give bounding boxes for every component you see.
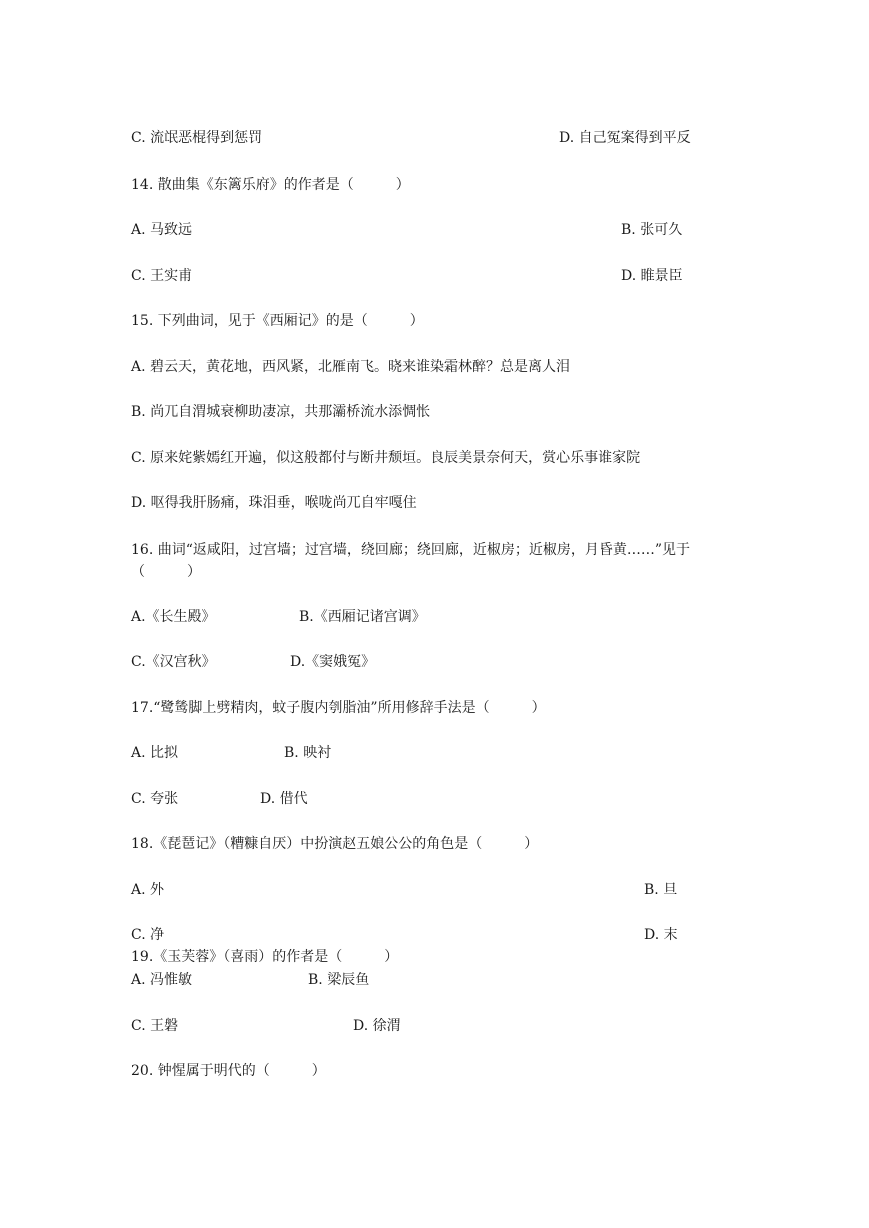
q18-option-d: D. 末 bbox=[644, 927, 678, 943]
q17-option-a: A. 比拟 bbox=[131, 745, 179, 761]
q19-option-d: D. 徐渭 bbox=[353, 1018, 401, 1034]
q17-option-d: D. 借代 bbox=[260, 791, 308, 807]
q14-option-a: A. 马致远 bbox=[131, 222, 193, 238]
q18-option-b: B. 旦 bbox=[644, 882, 678, 898]
q13-option-c: C. 流氓恶棍得到惩罚 bbox=[131, 130, 263, 146]
q17-stem: 17.“鹭鸶脚上劈精肉，蚊子腹内刳脂油”所用修辞手法是（ ） bbox=[131, 700, 546, 716]
q18-option-c: C. 净 bbox=[131, 927, 165, 943]
q14-option-c: C. 王实甫 bbox=[131, 268, 193, 284]
q16-stem: 16. 曲词“返咸阳，过宫墙；过宫墙，绕回廊；绕回廊，近椒房；近椒房，月昏黄……”见于（ ） bbox=[131, 542, 691, 580]
q16-option-d: D.《窦娥冤》 bbox=[290, 654, 376, 670]
q15-option-b: B. 尚兀自渭城衰柳助凄凉，共那灞桥流水添惆怅 bbox=[131, 404, 431, 420]
q18-stem: 18.《琵琶记》（糟糠自厌）中扮演赵五娘公公的角色是（ ） bbox=[131, 836, 539, 852]
q16-option-b: B.《西厢记诸宫调》 bbox=[299, 609, 426, 625]
q14-option-b: B. 张可久 bbox=[621, 222, 683, 238]
q19-option-c: C. 王磐 bbox=[131, 1018, 179, 1034]
q14-option-d: D. 睢景臣 bbox=[621, 268, 683, 284]
q16-option-c: C.《汉宫秋》 bbox=[131, 654, 216, 670]
q19-stem: 19.《玉芙蓉》（喜雨）的作者是（ ） bbox=[131, 949, 399, 965]
q14-stem: 14. 散曲集《东篱乐府》的作者是（ ） bbox=[131, 177, 410, 193]
q19-option-a: A. 冯惟敏 bbox=[131, 972, 193, 988]
q20-stem: 20. 钟惺属于明代的（ ） bbox=[131, 1063, 326, 1079]
q17-option-c: C. 夸张 bbox=[131, 791, 179, 807]
q15-option-d: D. 呕得我肝肠痛，珠泪垂，喉咙尚兀自牢嘎住 bbox=[131, 495, 417, 511]
q15-option-c: C. 原来姹紫嫣红开遍，似这般都付与断井颓垣。良辰美景奈何天，赏心乐事谁家院 bbox=[131, 450, 641, 466]
q17-option-b: B. 映衬 bbox=[284, 745, 332, 761]
q15-stem: 15. 下列曲词，见于《西厢记》的是（ ） bbox=[131, 313, 424, 329]
q15-option-a: A. 碧云天，黄花地，西风紧，北雁南飞。晓来谁染霜林醉？总是离人泪 bbox=[131, 359, 571, 375]
q18-option-a: A. 外 bbox=[131, 882, 165, 898]
q13-option-d: D. 自己冤案得到平反 bbox=[559, 130, 691, 146]
q19-option-b: B. 梁辰鱼 bbox=[308, 972, 370, 988]
q16-option-a: A.《长生殿》 bbox=[131, 609, 216, 625]
